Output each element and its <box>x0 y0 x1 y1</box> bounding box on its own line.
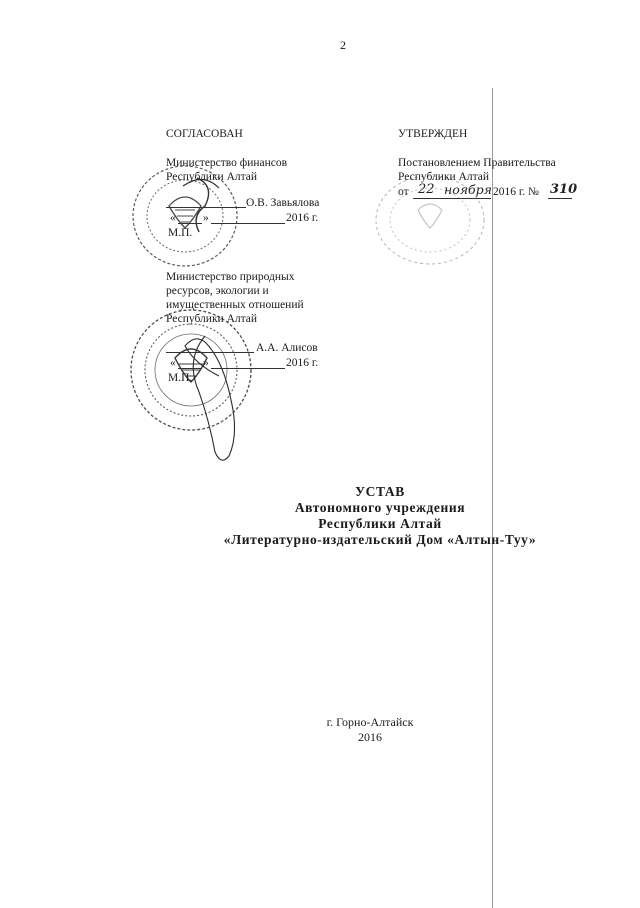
mp-1: М.П. <box>168 227 193 239</box>
ministry-nature-line2: ресурсов, экологии и <box>166 285 269 297</box>
footer-place <box>300 715 440 745</box>
approved-heading: СОГЛАСОВАН <box>166 128 243 140</box>
footer-year: 2016 <box>358 730 382 744</box>
date2-year: 2016 г. <box>286 357 319 369</box>
page-number: 2 <box>340 38 346 52</box>
handwritten-number: 310 <box>550 182 578 197</box>
title-line3: Республики Алтай <box>318 516 442 531</box>
date1-year: 2016 г. <box>286 212 319 224</box>
handwritten-day: 22 <box>418 182 435 197</box>
ministry-finance-line1: Министерство финансов <box>166 157 288 169</box>
government-decree-line1: Постановлением Правительства <box>398 157 556 169</box>
from-prefix: от <box>398 186 409 198</box>
date2-month-blank <box>211 356 285 369</box>
handwritten-month: ноября <box>444 182 492 197</box>
government-decree-line2: Республики Алтай <box>398 171 490 183</box>
date1-quote-close: » <box>203 212 209 224</box>
date2-quote-close: » <box>203 357 209 369</box>
ministry-nature-line1: Министерство природных <box>166 271 295 283</box>
document-title <box>190 484 570 548</box>
title-line1: УСТАВ <box>355 484 405 499</box>
ministry-finance-line2: Республики Алтай <box>166 171 258 183</box>
signature-line-2 <box>166 340 254 353</box>
date1-month-blank <box>211 211 285 224</box>
ministry-nature-line3: имущественных отношений <box>166 299 304 311</box>
mp-2: М.П. <box>168 372 193 384</box>
title-line2: Автономного учреждения <box>294 500 466 515</box>
signer-2: А.А. Алисов <box>256 342 318 354</box>
approved-right-heading: УТВЕРЖДЕН <box>398 128 468 140</box>
city-name: г. Горно-Алтайск <box>326 715 414 729</box>
date-year-number: 2016 г. № <box>493 186 540 198</box>
date1-quote-open: « <box>170 212 176 224</box>
date2-day-blank <box>178 356 202 369</box>
title-line4: «Литературно-издательский Дом «Алтын-Туу» <box>223 532 537 547</box>
date1-day-blank <box>178 211 202 224</box>
signature-line-1 <box>166 195 246 208</box>
ministry-nature-line4: Республики Алтай <box>166 313 258 325</box>
signer-1: О.В. Завьялова <box>246 197 320 209</box>
date2-quote-open: « <box>170 357 176 369</box>
